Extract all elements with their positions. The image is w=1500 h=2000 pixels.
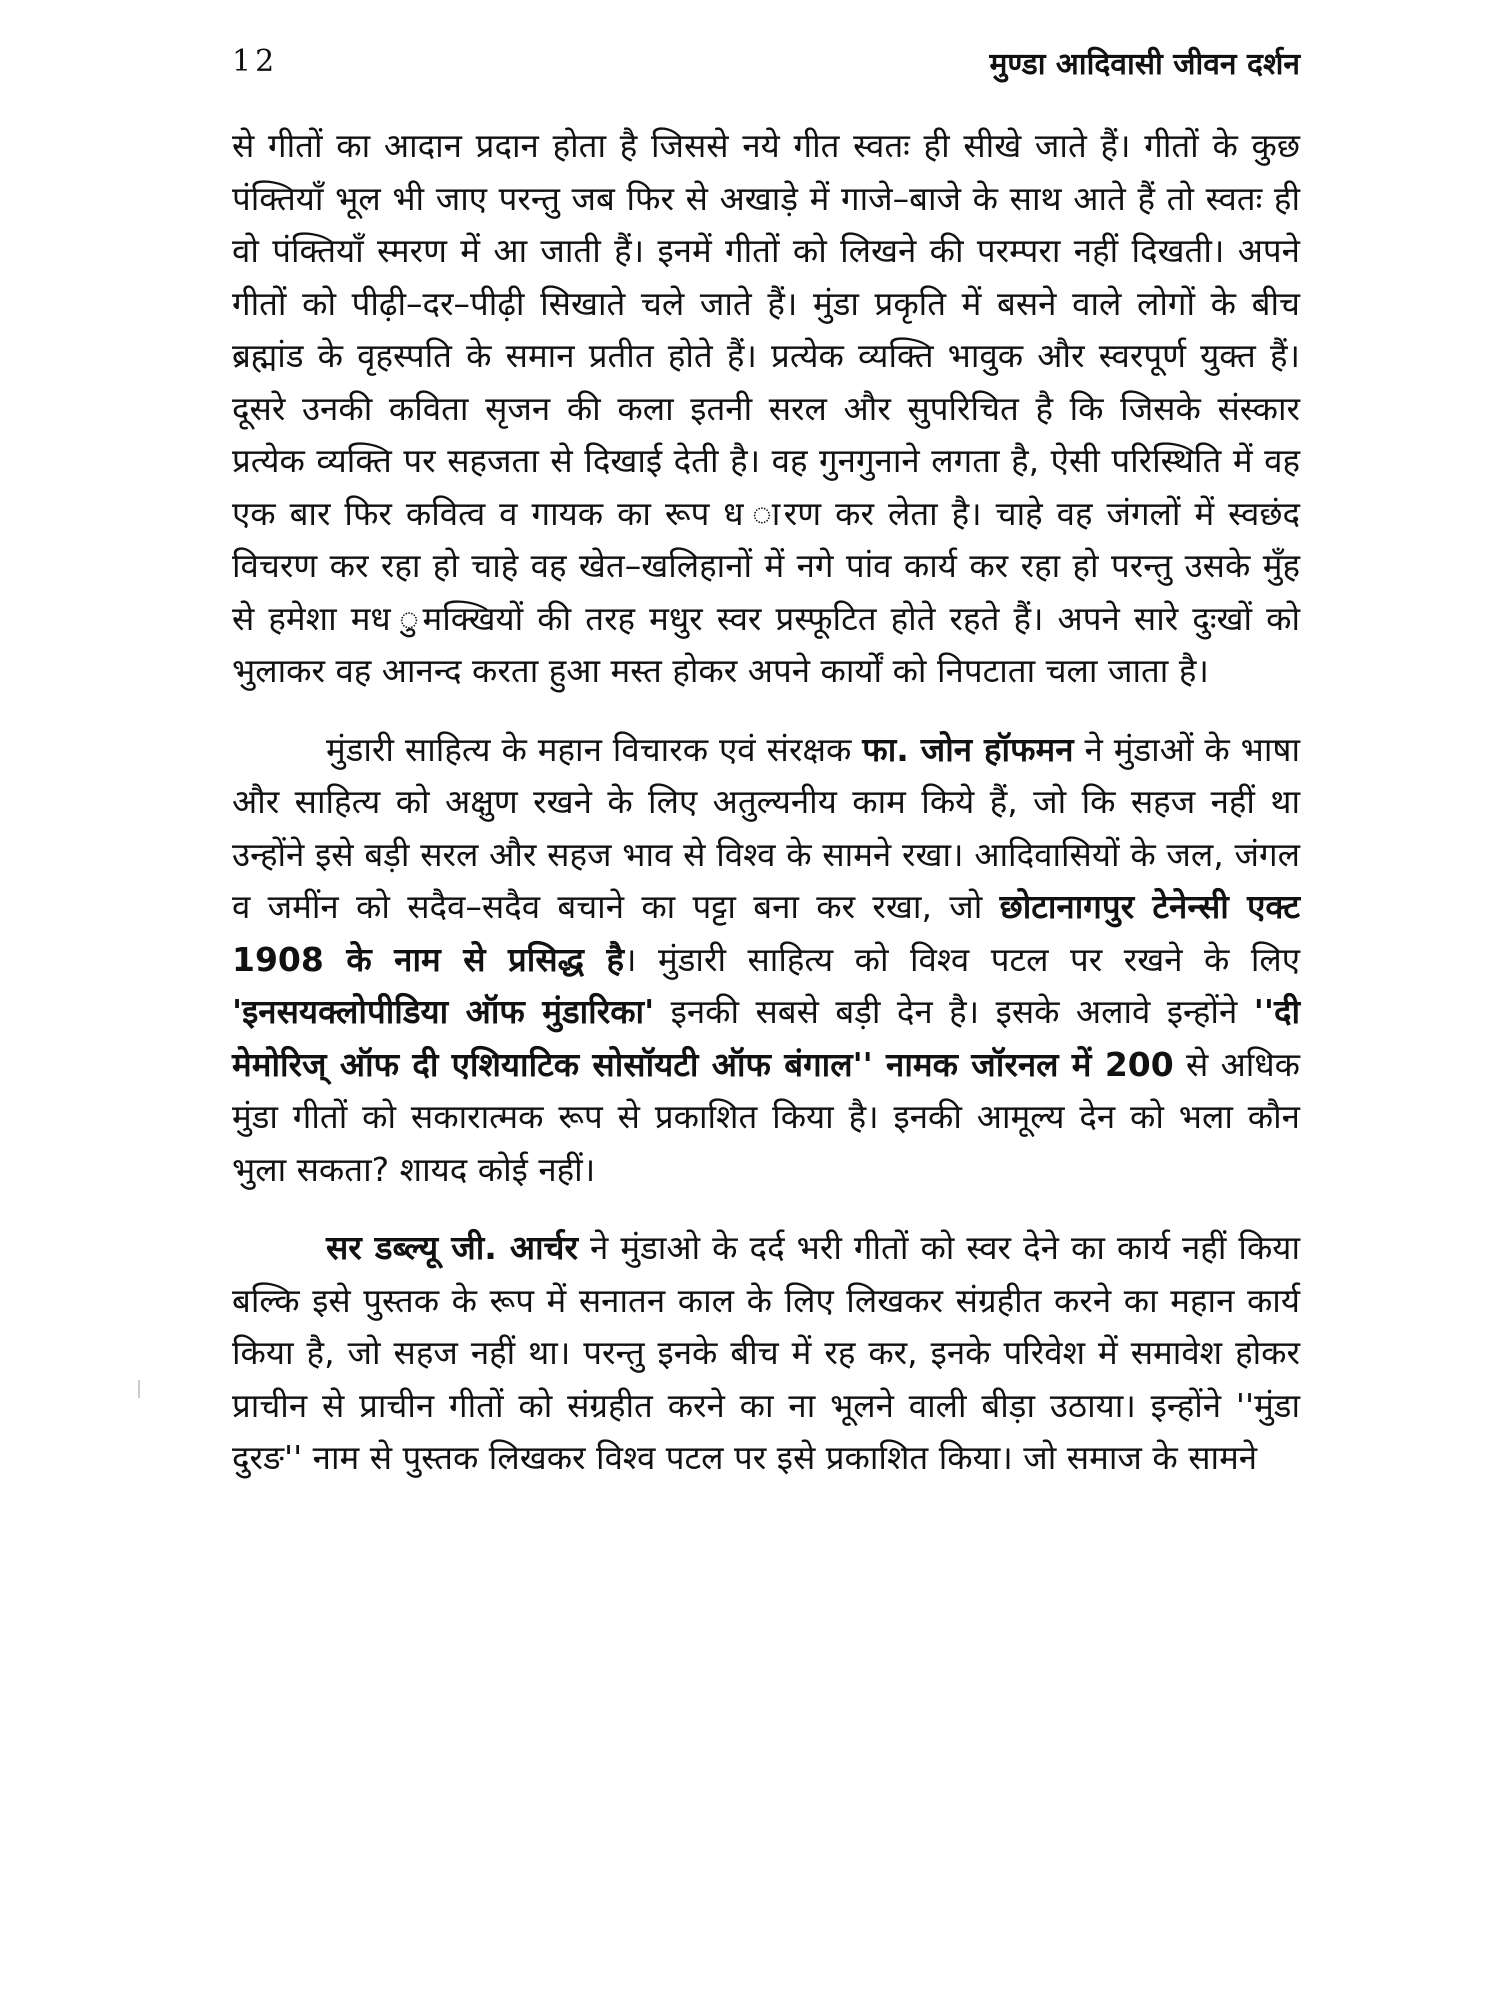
paragraph-2-text-5: से अधिक मुंडा गीतों को सकारात्मक रूप से प्रकाशित किया है। इनकी आमूल्य देन को भला कौन भुला सकता? शायद कोई नहीं। xyxy=(232,1044,1300,1189)
page-number: 12 xyxy=(232,44,279,79)
asiatic-society-journal: ''दी मेमोरिज् ऑफ दी एशियाटिक सोसॉयटी ऑफ बंगाल'' नामक जॉरनल में 200 xyxy=(232,992,1301,1084)
page-body xyxy=(232,120,1300,1485)
running-title: मुण्डा आदिवासी जीवन दर्शन xyxy=(989,47,1300,82)
name-father-john-hoffmann: फा. जोन हॉफमन xyxy=(862,729,1074,769)
page-header xyxy=(232,42,1300,92)
paragraph-2 xyxy=(232,724,1300,1197)
chotanagpur-tenancy-act: छोटानागपुर टेनेन्सी एक्ट 1908 के नाम से प्रसिद्ध है xyxy=(232,887,1301,979)
paragraph-2-text-3: । मुंडारी साहित्य को विश्व पटल पर रखने के लिए xyxy=(624,939,1301,979)
paragraph-2-text-4: इनकी सबसे बड़ी देन है। इसके अलावे इन्होंने xyxy=(654,992,1254,1031)
encyclopaedia-mundarica: 'इनसयक्लोपीडिया ऑफ मुंडारिका' xyxy=(232,992,655,1031)
paragraph-1: से गीतों का आदान प्रदान होता है जिससे नये गीत स्वतः ही सीखे जाते हैं। गीतों के कुछ पंक्तियाँ भूल भी जाए परन्तु जब फिर से अखाड़े में गाजे–बाजे के साथ आते हैं तो स्वतः ही वो पंक्तियाँ स्मरण में आ जाती हैं। इनमें गीतों को लिखने की परम्परा नहीं दिखती। अपने गीतों को पीढ़ी–दर–पीढ़ी सिखाते चले जाते हैं। मुंडा प्रकृति में बसने वाले लोगों के बीच ब्रह्मांड के वृहस्पति के समान प्रतीत होते हैं। प्रत्येक व्यक्ति भावुक और स्वरपूर्ण युक्त हैं। दूसरे उनकी कविता सृजन की कला इतनी सरल और सुपरिचित है कि जिसके संस्कार प्रत्येक व्यक्ति पर सहजता से दिखाई देती है। वह गुनगुनाने लगता है, ऐसी परिस्थिति में वह एक बार फिर कवित्व व गायक का रूप ध ारण कर लेता है। चाहे वह जंगलों में स्वछंद विचरण कर रहा हो चाहे वह खेत–खलिहानों में नगे पांव कार्य कर रहा हो परन्तु उसके मुँह से हमेशा मध ुमक्खियों की तरह मधुर स्वर प्रस्फूटित होते रहते हैं। अपने सारे दुःखों को भुलाकर वह आनन्द करता हुआ मस्त होकर अपने कार्यों को निपटाता चला जाता है। xyxy=(232,126,1300,690)
scan-mark xyxy=(138,1380,140,1398)
name-sir-w-g-archer: सर डब्ल्यू जी. आर्चर xyxy=(326,1228,579,1267)
paragraph-3 xyxy=(232,1222,1300,1485)
paragraph-2-text-1: मुंडारी साहित्य के महान विचारक एवं संरक्षक xyxy=(326,729,863,769)
paragraph-2-text-2: ने मुंडाओं के भाषा और साहित्य को अक्षुण रखने के लिए अतुल्यनीय काम किये हैं, जो कि सहज नहीं था उन्होंने इसे बड़ी सरल और सहज भाव से विश्व के सामने रखा। आदिवासियों के जल, जंगल व जमींन को सदैव–सदैव बचाने का पट्टा बना कर रखा, जो xyxy=(232,729,1300,926)
paragraph-3-text-1: ने मुंडाओ के दर्द भरी गीतों को स्वर देने का कार्य नहीं किया बल्कि इसे पुस्तक के रूप में सनातन काल के लिए लिखकर संग्रहीत करने का महान कार्य किया है, जो सहज नहीं था। परन्तु इनके बीच में रह कर, इनके परिवेश में समावेश होकर प्राचीन से प्राचीन गीतों को संग्रहीत करने का ना भूलने वाली बीड़ा उठाया। इन्होंने ''मुंडा दुरङ'' नाम से पुस्तक लिखकर विश्व पटल पर इसे प्रकाशित किया। जो समाज के सामने xyxy=(232,1228,1300,1477)
